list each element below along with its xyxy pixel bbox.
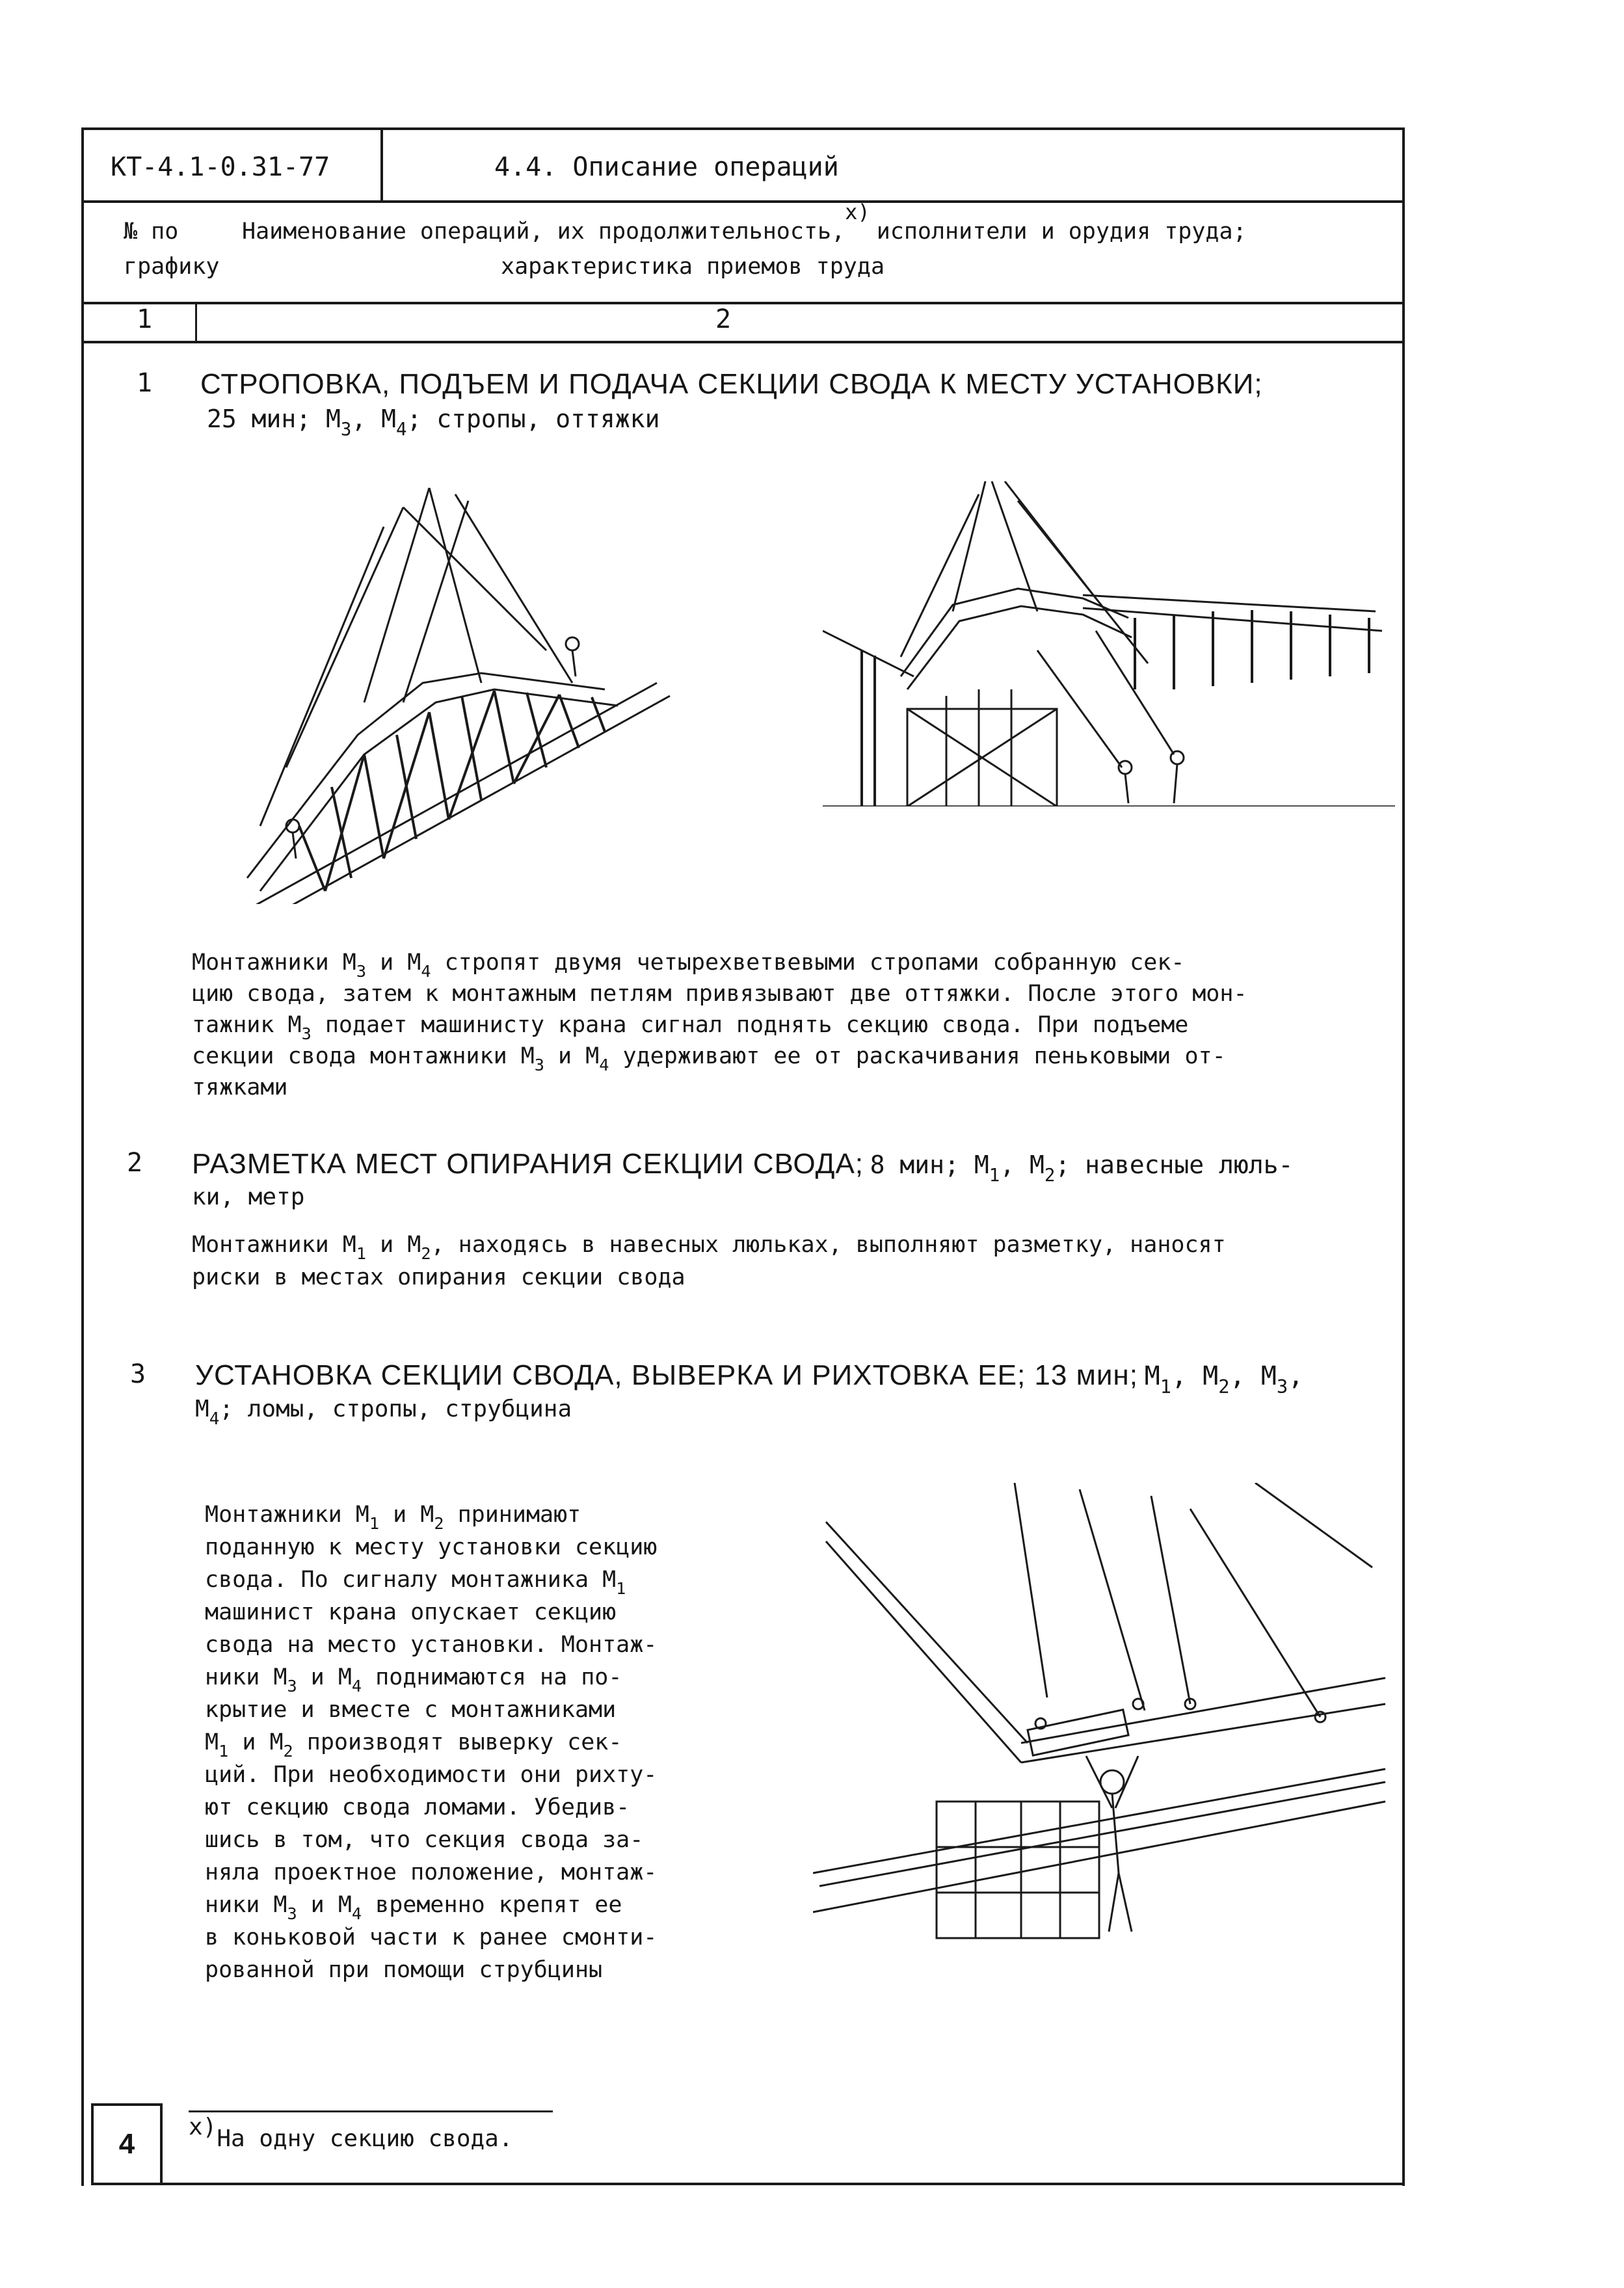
cradle-installation-illustration [813, 1483, 1392, 1951]
column-number-1: 1 [137, 304, 153, 334]
op3-line-8: $М_1$ и $М_2$ производят выверку сек- [205, 1729, 622, 1761]
op2-title: РАЗМЕТКА МЕСТ ОПИРАНИЯ СЕКЦИИ СВОДА; 8 мин; $М_1$, $М_2$; навесные люль- [192, 1148, 1294, 1186]
column-no-label: № по [124, 219, 179, 245]
op1-line-3: тажник $М_3$ подает машинисту крана сигнал поднять секцию свода. При подъеме [192, 1012, 1189, 1044]
op3-line-11: шись в том, что секция свода за- [205, 1827, 644, 1853]
column-desc-label: Наименование операций, их продолжительность,x)исполнители и орудия труда; [242, 200, 1247, 245]
bottom-rule [163, 2183, 1405, 2185]
op2-number: 2 [127, 1148, 143, 1178]
op1-number: 1 [137, 368, 153, 398]
column-desc-label-2: характеристика приемов труда [501, 254, 885, 280]
op2-line-2: риски в местах опирания секции свода [192, 1264, 686, 1290]
op1-line-4: секции свода монтажники $М_3$ и $М_4$ удерживают ее от раскачивания пеньковыми от- [192, 1043, 1226, 1075]
op3-line-6: ники $М_3$ и $М_4$ поднимаются на по- [205, 1664, 622, 1696]
truss-lifting-illustration [208, 488, 715, 904]
op1-line-2: цию свода, затем к монтажным петлям привязывают две оттяжки. После этого мон- [192, 981, 1247, 1007]
building-positioning-illustration [823, 481, 1395, 806]
op3-number: 3 [130, 1359, 146, 1389]
doc-code: КТ-4.1-0.31-77 [111, 152, 330, 182]
page-number: 4 [91, 2103, 163, 2185]
op3-line-2: поданную к месту установки секцию [205, 1534, 658, 1560]
section-title: 4.4. Описание операций [494, 152, 839, 182]
figure-lifting-section [208, 488, 715, 904]
op3-line-1: Монтажники $М_1$ и $М_2$ принимают [205, 1502, 581, 1534]
op3-line-13: ники $М_3$ и $М_4$ временно крепят ее [205, 1892, 622, 1924]
op3-line-5: свода на место установки. Монтаж- [205, 1632, 658, 1658]
op3-line-3: свода. По сигналу монтажника $М_1$ [205, 1567, 626, 1599]
op3-line-14: в коньковой части к ранее смонти- [205, 1924, 658, 1950]
column-number-2: 2 [715, 304, 732, 334]
figure-positioning-section [823, 481, 1395, 806]
column-head-rule [81, 302, 1405, 304]
op1-subtitle: 25 мин; $М_3$, $М_4$; стропы, оттяжки [207, 405, 660, 440]
op1-title: СТРОПОВКА, ПОДЪЕМ И ПОДАЧА СЕКЦИИ СВОДА К МЕСТУ УСТАНОВКИ; [200, 368, 1263, 400]
header-rule [81, 200, 1405, 203]
op3-title: УСТАНОВКА СЕКЦИИ СВОДА, ВЫВЕРКА И РИХТОВКА ЕЕ; 13 мин; $М_1$, $М_2$, $М_3$, [195, 1359, 1304, 1398]
header-divider [380, 129, 383, 202]
figure-installation-section [813, 1483, 1392, 1951]
op3-line-15: рованной при помощи струбцины [205, 1957, 603, 1983]
op3-line-4: машинист крана опускает секцию [205, 1599, 617, 1625]
column-no-label-2: графику [124, 254, 220, 280]
op2-line-1: Монтажники $М_1$ и $М_2$, находясь в навесных люльках, выполняют разметку, наносят [192, 1232, 1226, 1264]
op3-line-12: няла проектное положение, монтаж- [205, 1859, 658, 1885]
op2-title-line-2: ки, метр [192, 1184, 305, 1210]
column-num-divider [195, 303, 197, 342]
op1-line-1: Монтажники $М_3$ и $М_4$ стропят двумя четырехветвевыми стропами собранную сек- [192, 950, 1185, 981]
footnote: x)На одну секцию свода. [189, 2114, 513, 2152]
column-num-rule [81, 341, 1405, 343]
op3-line-9: ций. При необходимости они рихту- [205, 1762, 658, 1788]
op3-title-line-2: $М_4$; ломы, стропы, струбцина [195, 1396, 572, 1429]
footnote-rule [189, 2110, 553, 2112]
op3-line-10: ют секцию свода ломами. Убедив- [205, 1794, 630, 1820]
op3-line-7: крытие и вместе с монтажниками [205, 1697, 617, 1723]
op1-line-5: тяжками [192, 1074, 288, 1100]
